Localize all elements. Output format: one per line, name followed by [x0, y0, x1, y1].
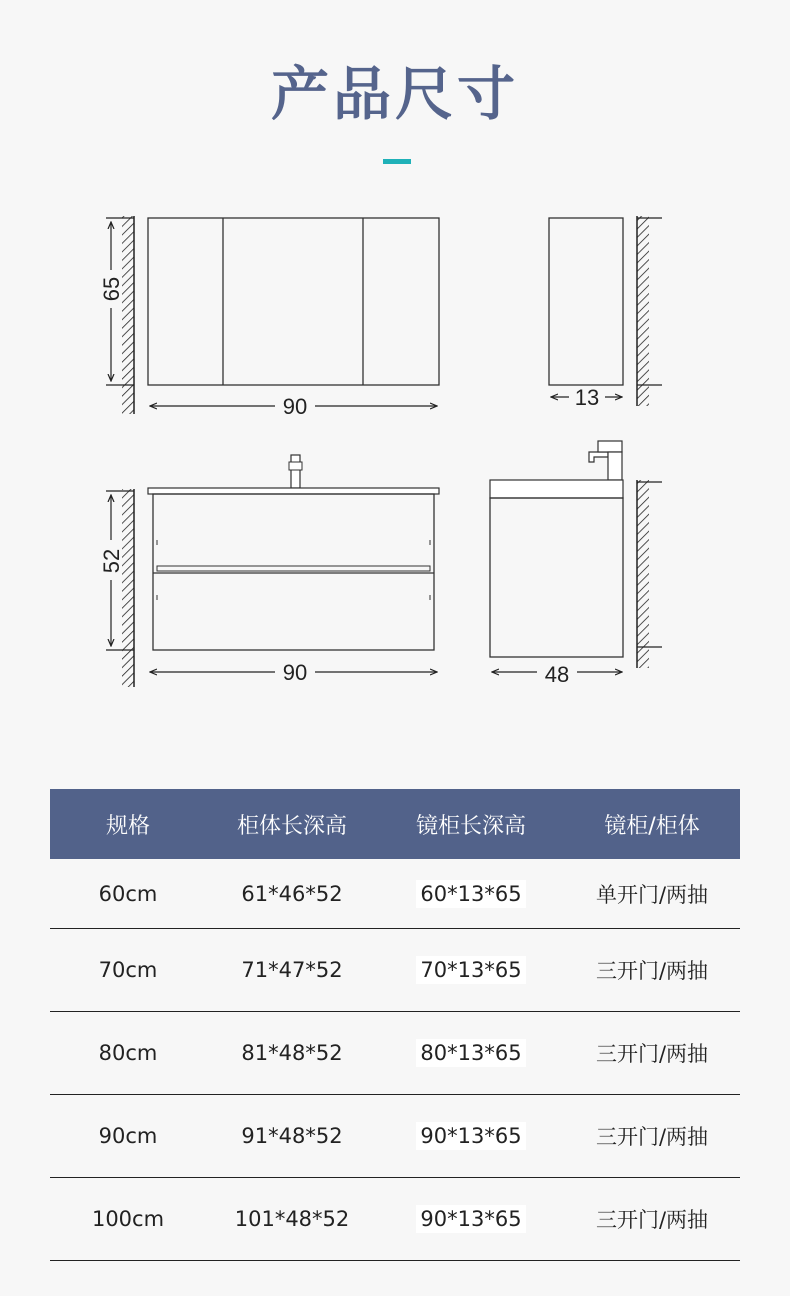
cell-spec: 80cm	[50, 1012, 206, 1095]
cell-spec: 100cm	[50, 1178, 206, 1261]
mirror-depth-label: 13	[574, 385, 600, 410]
header-spec: 规格	[105, 813, 150, 839]
cell-type: 三开门/两抽	[564, 1095, 740, 1178]
vanity-cabinet-side	[490, 441, 662, 687]
spec-table	[50, 789, 740, 1261]
vanity-cabinet-front	[99, 455, 439, 687]
cell-mirror-size: 80*13*65	[378, 1012, 564, 1095]
page-title: 产品尺寸	[270, 60, 519, 128]
cell-cabinet-size: 91*48*52	[206, 1095, 378, 1178]
table-row	[50, 859, 740, 929]
cell-cabinet-size: 71*47*52	[206, 929, 378, 1012]
cell-mirror-size: 70*13*65	[378, 929, 564, 1012]
mirror-width-label: 90	[282, 394, 308, 419]
mirror-cabinet-front	[99, 216, 439, 419]
header-type: 镜柜/柜体	[604, 813, 700, 839]
cell-mirror-size: 90*13*65	[378, 1095, 564, 1178]
mirror-height-label: 65	[99, 276, 124, 302]
table-row	[50, 929, 740, 1012]
cell-spec: 60cm	[50, 859, 206, 929]
cell-type: 三开门/两抽	[564, 1012, 740, 1095]
cell-spec: 70cm	[50, 929, 206, 1012]
table-header-row	[50, 789, 740, 859]
table-row	[50, 1012, 740, 1095]
cell-cabinet-size: 101*48*52	[206, 1178, 378, 1261]
cell-type: 三开门/两抽	[564, 929, 740, 1012]
table-row	[50, 1178, 740, 1261]
mirror-cabinet-side	[549, 216, 662, 410]
header-cabinet-size: 柜体长深高	[236, 813, 347, 839]
cell-type: 三开门/两抽	[564, 1178, 740, 1261]
header-mirror-size: 镜柜长深高	[415, 813, 526, 839]
cell-cabinet-size: 81*48*52	[206, 1012, 378, 1095]
cabinet-height-label: 52	[99, 548, 124, 574]
cell-spec: 90cm	[50, 1095, 206, 1178]
cabinet-depth-label: 48	[544, 662, 570, 687]
cell-cabinet-size: 61*46*52	[206, 859, 378, 929]
cell-mirror-size: 60*13*65	[378, 859, 564, 929]
cabinet-width-label: 90	[282, 660, 308, 685]
table-row	[50, 1095, 740, 1178]
cell-mirror-size: 90*13*65	[378, 1178, 564, 1261]
cell-type: 单开门/两抽	[564, 859, 740, 929]
